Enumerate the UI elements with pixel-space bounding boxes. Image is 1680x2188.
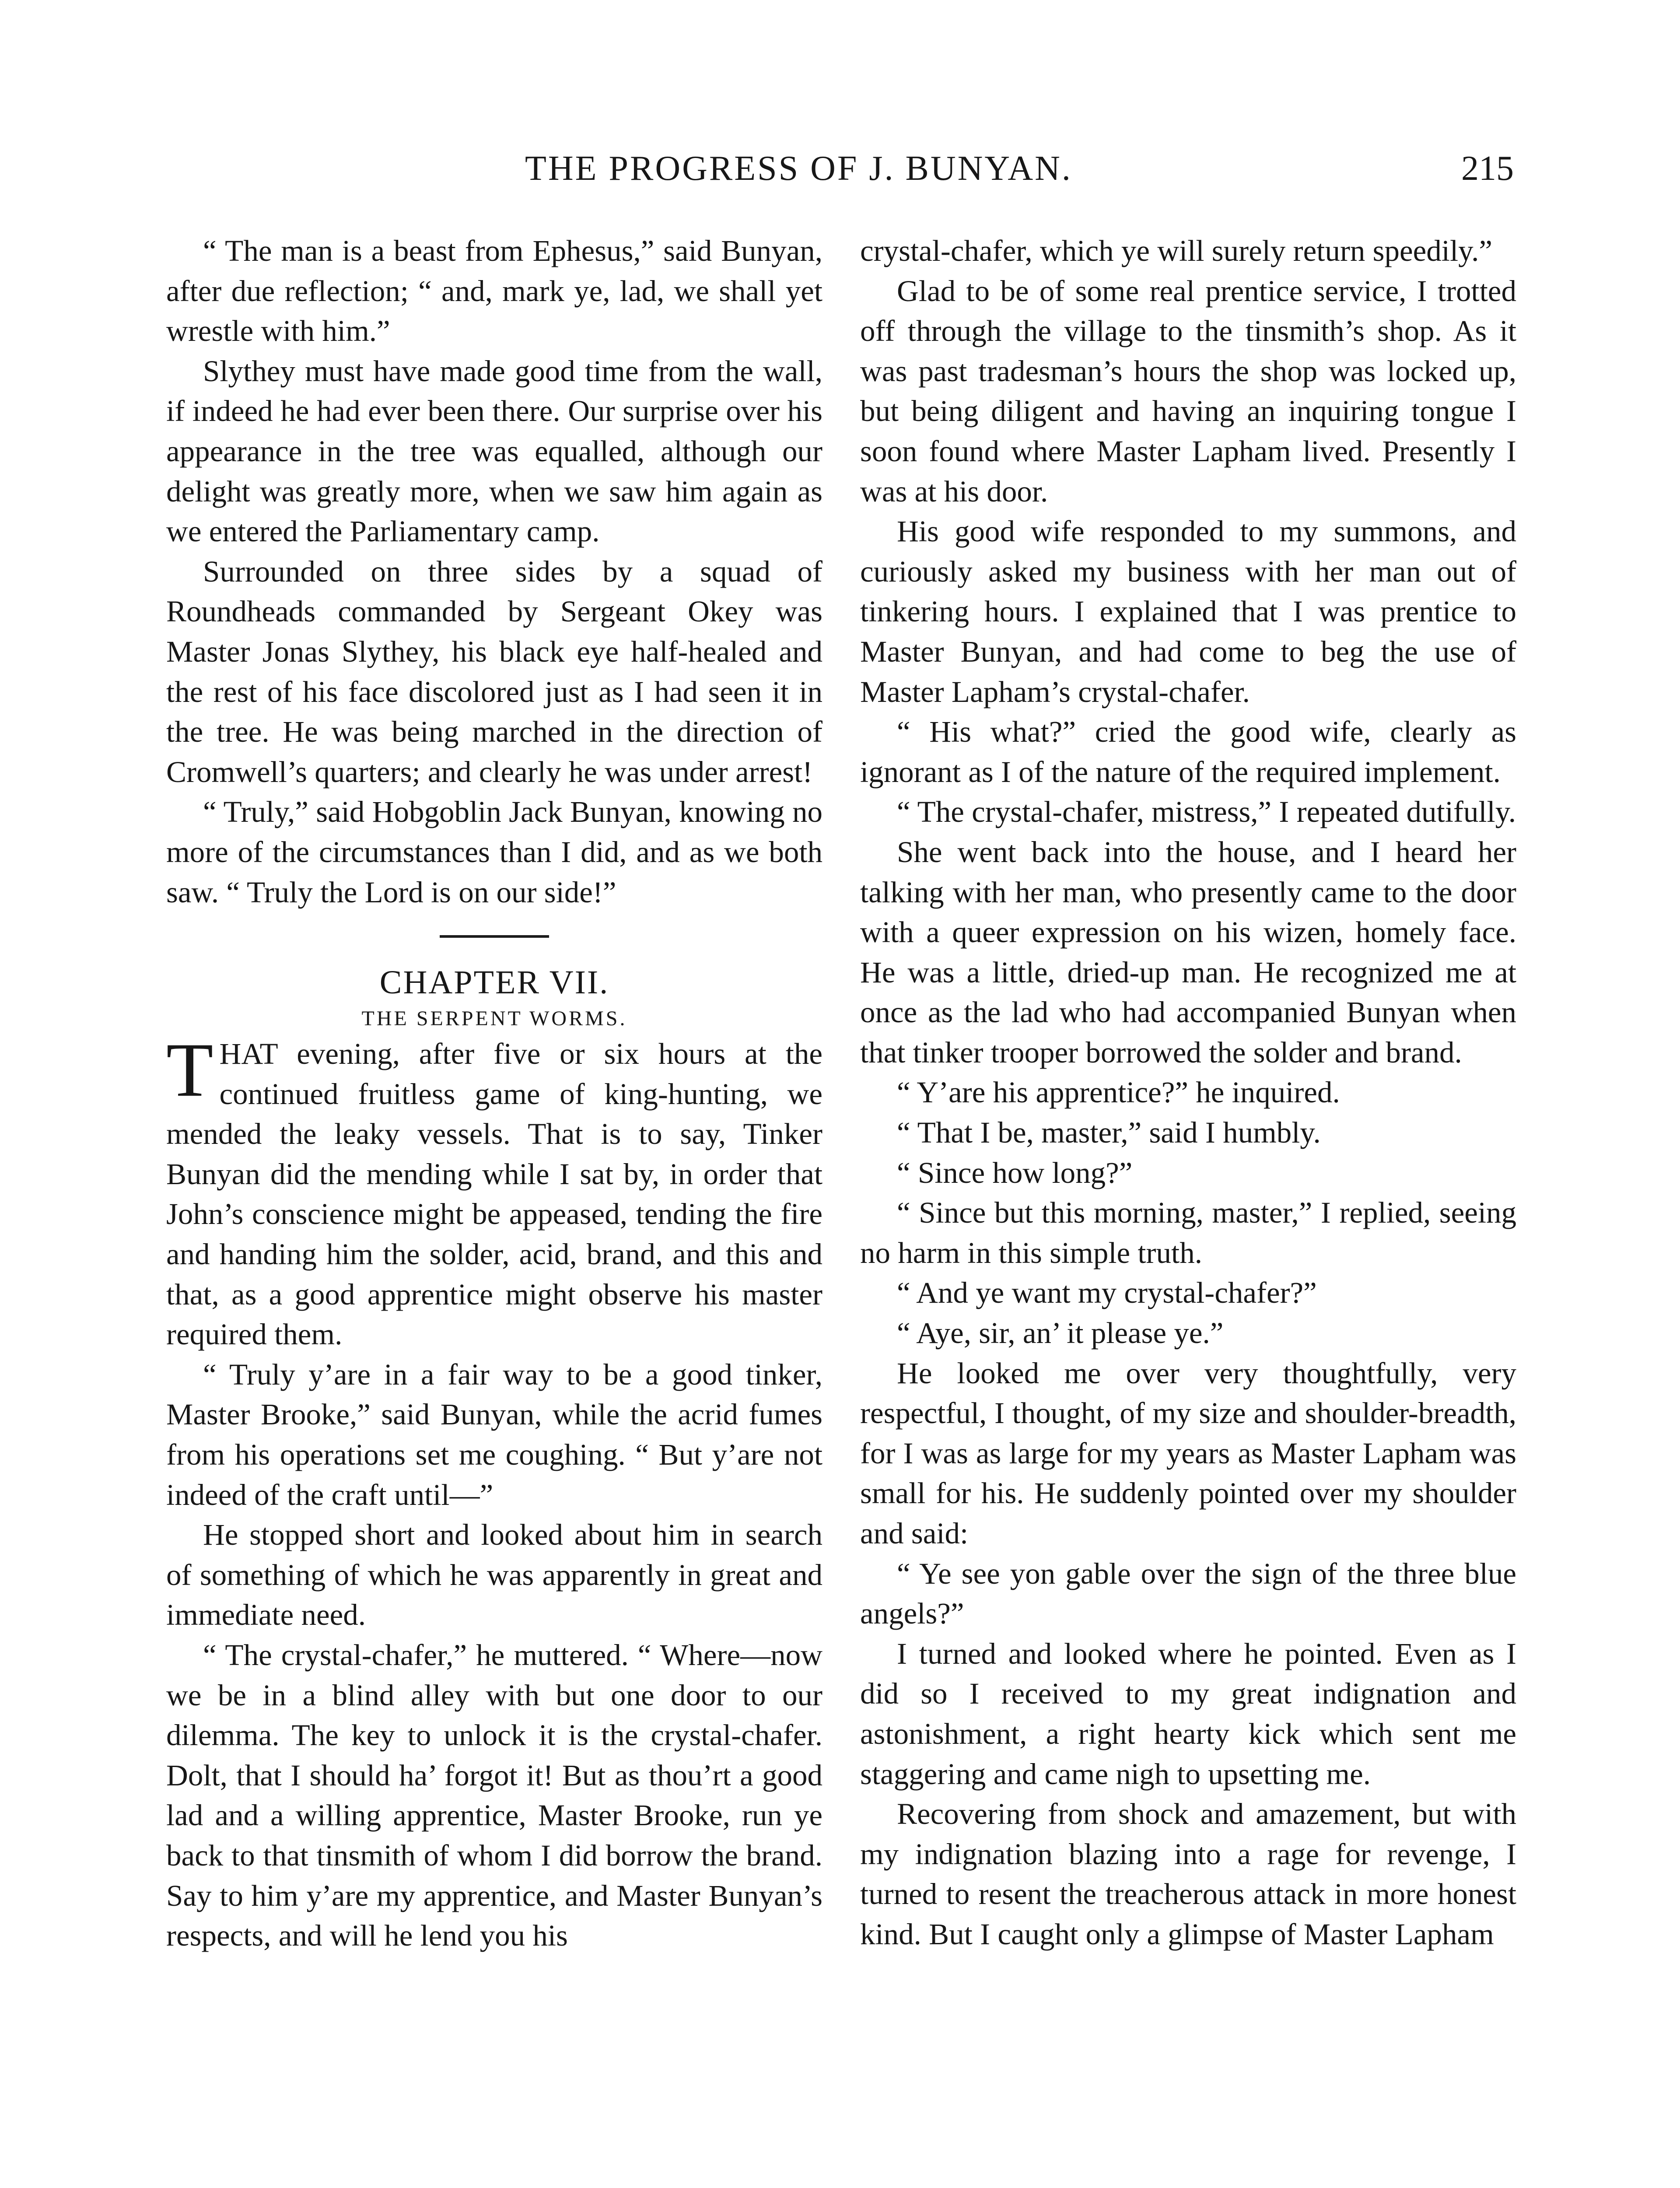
paragraph: “ The crystal-chafer,” he muttered. “ Where—now we be in a blind alley with but one door to our dilemma. The key to unlock it is the crystal-chafer. Dolt, that I should ha’ forgot it! But as thou’rt a good lad and a willing apprentice, Master Brooke, run ye back to that tinsmith of whom I did borrow the brand. Say to him y’are my apprentice, and Master Bunyan’s respects, and will he lend you his: [166, 1638, 822, 1953]
paragraph: “ Truly y’are in a fair way to be a good tinker, Master Brooke,” said Bunyan, while the acrid fumes from his operations set me coughing. “ But y’are not indeed of the craft until—”: [166, 1357, 822, 1511]
paragraph: She went back into the house, and I heard her talking with her man, who presently came to the door with a queer expression on his wizen, homely face. He was a little, dried-up man. He recognized me at once as the lad who had accompanied Bunyan when that tinker trooper borrowed the solder and brand.: [860, 835, 1516, 1069]
opening-small-caps: HAT: [219, 1037, 278, 1071]
right-column: [860, 231, 1516, 1955]
paragraph: “ Since but this morning, master,” I replied, seeing no harm in this simple truth.: [860, 1196, 1516, 1269]
section-divider: [440, 935, 549, 938]
running-head: [166, 149, 1514, 197]
paragraph: “ That I be, master,” said I humbly.: [897, 1116, 1321, 1150]
paragraph: “ Aye, sir, an’ it please ye.”: [897, 1316, 1224, 1350]
opening-text: evening, after five or six hours at the continued fruitless game of king-hunting, we mended the leaky vessels. That is to say, Tinker Bunyan did the mending while I sat by, in order that John’s conscience might be appeased, tending the fire and handing him the solder, acid, brand, and this and that, as a good apprentice might observe his master required them.: [166, 1037, 822, 1351]
paragraph: “ Since how long?”: [897, 1156, 1133, 1189]
paragraph: Slythey must have made good time from the wall, if indeed he had ever been there. Our surprise over his appearance in the tree was equalled, although our delight was greatly more, when we saw him again as we entered the Parliamentary camp.: [166, 354, 822, 548]
paragraph: He looked me over very thoughtfully, very respectful, I thought, of my size and shoulder-breadth, for I was as large for my years as Master Lapham was small for his. He suddenly pointed over my shoulder and said:: [860, 1356, 1516, 1550]
paragraph: “ His what?” cried the good wife, clearly as ignorant as I of the nature of the required implement.: [860, 715, 1516, 789]
paragraph: “ Y’are his apprentice?” he inquired.: [897, 1076, 1340, 1109]
paragraph: Glad to be of some real prentice service, I trotted off through the village to the tinsmith’s shop. As it was past tradesman’s hours the shop was locked up, but being diligent and having an inquiring tongue I soon found where Master Lapham lived. Presently I was at his door.: [860, 274, 1516, 508]
paragraph: “ Truly,” said Hobgoblin Jack Bunyan, knowing no more of the circumstances than I did, and as we both saw. “ Truly the Lord is on our side!”: [166, 795, 822, 909]
running-title: THE PROGRESS OF J. BUNYAN.: [525, 149, 1072, 188]
paragraph: Surrounded on three sides by a squad of Roundheads commanded by Sergeant Okey was Master Jonas Slythey, his black eye half-healed and the rest of his face discolored just as I had seen it in the tree. He was being marched in the direction of Cromwell’s quarters; and clearly he was under arrest!: [166, 554, 822, 789]
paragraph: He stopped short and looked about him in search of something of which he was apparently in great and immediate need.: [166, 1518, 822, 1632]
paragraph: “ The crystal-chafer, mistress,” I repeated dutifully.: [897, 795, 1516, 829]
paragraph: “ Ye see yon gable over the sign of the three blue angels?”: [860, 1557, 1516, 1630]
drop-cap: T: [166, 1027, 214, 1113]
paragraph: His good wife responded to my summons, and curiously asked my business with her man out of tinkering hours. I explained that I was prentice to Master Bunyan, and had come to beg the use of Master Lapham’s crystal-chafer.: [860, 515, 1516, 708]
paragraph: “ And ye want my crystal-chafer?”: [897, 1276, 1317, 1310]
left-column: [166, 231, 822, 1956]
page-number: 215: [1461, 149, 1514, 188]
paragraph-continued: crystal-chafer, which ye will surely return speedily.”: [860, 234, 1493, 267]
paragraph: Recovering from shock and amazement, but with my indignation blazing into a rage for revenge, I turned to resent the treacherous attack in more honest kind. But I caught only a glimpse of Master Lapham: [860, 1797, 1516, 1951]
paragraph: “ The man is a beast from Ephesus,” said Bunyan, after due reflection; “ and, mark ye, lad, we shall yet wrestle with him.”: [166, 234, 822, 348]
chapter-title: CHAPTER VII.: [379, 964, 609, 1001]
chapter-opening-paragraph: [166, 1027, 822, 1355]
chapter-subtitle: THE SERPENT WORMS.: [361, 1007, 627, 1031]
paragraph: I turned and looked where he pointed. Even as I did so I received to my great indignation and astonishment, a right hearty kick which sent me staggering and came nigh to upsetting me.: [860, 1637, 1516, 1791]
